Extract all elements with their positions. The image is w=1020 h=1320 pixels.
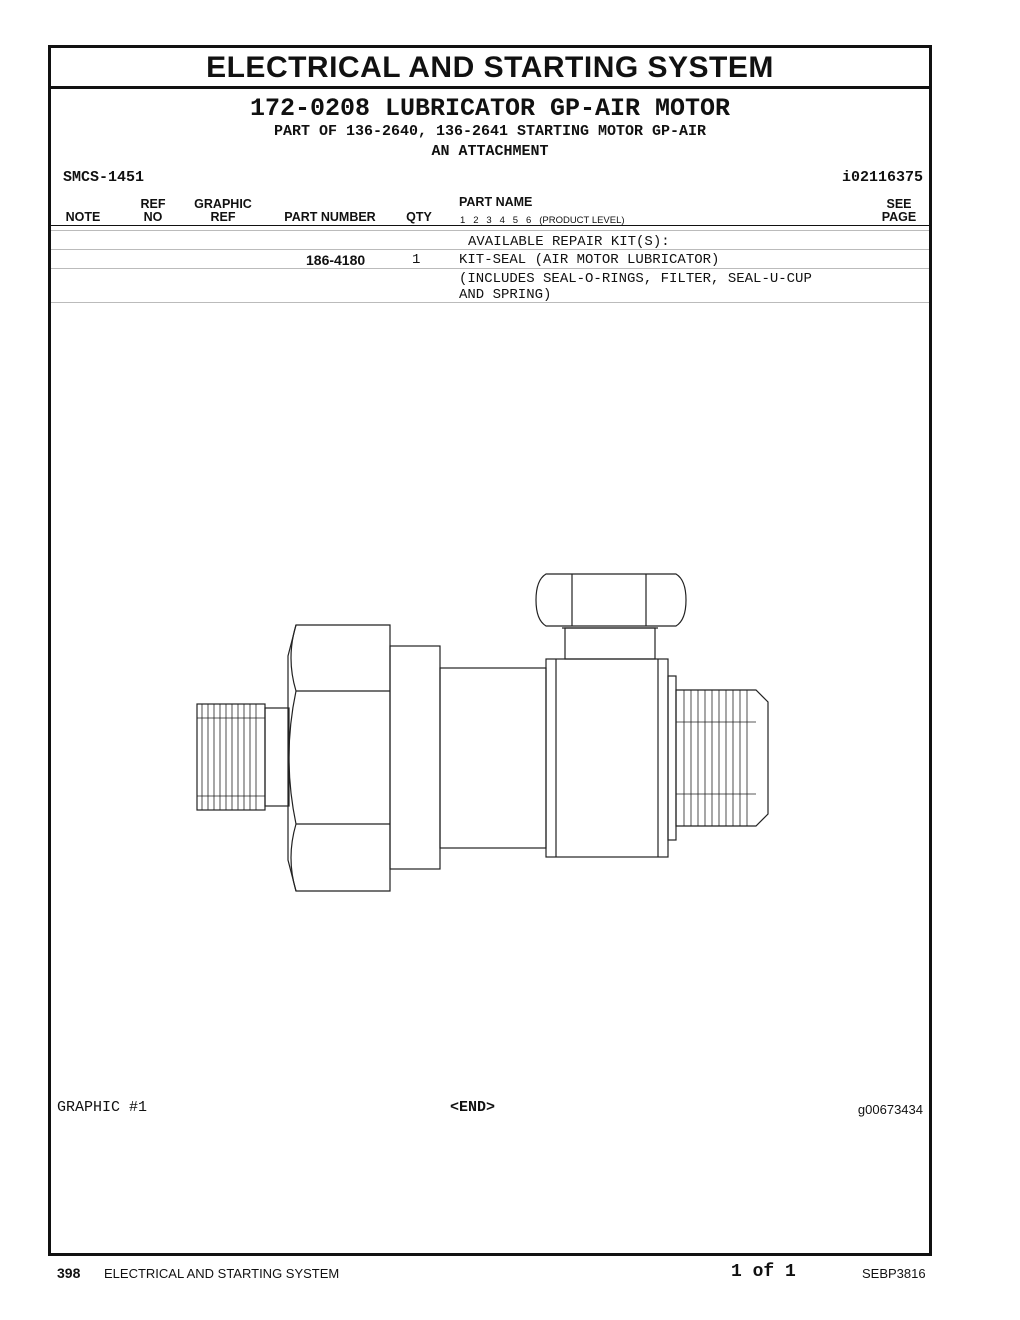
col-part-name: PART NAME	[459, 195, 533, 209]
group-subtitle-2: AN ATTACHMENT	[431, 143, 549, 160]
kit-header: AVAILABLE REPAIR KIT(S):	[468, 234, 670, 250]
col-part-number: PART NUMBER	[284, 210, 376, 224]
footer-section: ELECTRICAL AND STARTING SYSTEM	[104, 1266, 340, 1281]
col-graphic-1: GRAPHIC	[194, 197, 252, 211]
graphic-id: g00673434	[857, 1102, 923, 1117]
group-subtitle-1: PART OF 136-2640, 136-2641 STARTING MOTOR GP-AIR	[273, 123, 707, 140]
col-product-levels: 1 2 3 4 5 6 (PRODUCT LEVEL)	[460, 215, 625, 226]
quantity: 1	[412, 252, 421, 268]
part-name: KIT-SEAL (AIR MOTOR LUBRICATOR)	[459, 252, 720, 268]
doc-id: SEBP3816	[862, 1266, 926, 1281]
smcs-code: SMCS-1451	[63, 169, 145, 186]
col-see-1: SEE	[886, 197, 912, 211]
col-ref-1: REF	[140, 197, 166, 211]
col-ref-2: NO	[143, 210, 163, 224]
part-number: 186-4180	[306, 252, 366, 268]
col-note: NOTE	[65, 210, 101, 224]
info-id: i02116375	[841, 169, 923, 186]
page-number: 398	[57, 1265, 81, 1281]
col-graphic-2: REF	[210, 210, 236, 224]
end-marker: <END>	[450, 1099, 496, 1116]
includes-line-2: AND SPRING)	[459, 287, 552, 303]
page-of: 1 of 1	[731, 1262, 796, 1282]
section-title: ELECTRICAL AND STARTING SYSTEM	[51, 48, 929, 89]
col-qty: QTY	[406, 210, 432, 224]
group-title: 172-0208 LUBRICATOR GP-AIR MOTOR	[249, 94, 731, 123]
graphic-label: GRAPHIC #1	[57, 1099, 148, 1116]
includes-line-1: (INCLUDES SEAL-O-RINGS, FILTER, SEAL-U-CUP	[459, 271, 812, 287]
col-see-2: PAGE	[881, 210, 917, 224]
